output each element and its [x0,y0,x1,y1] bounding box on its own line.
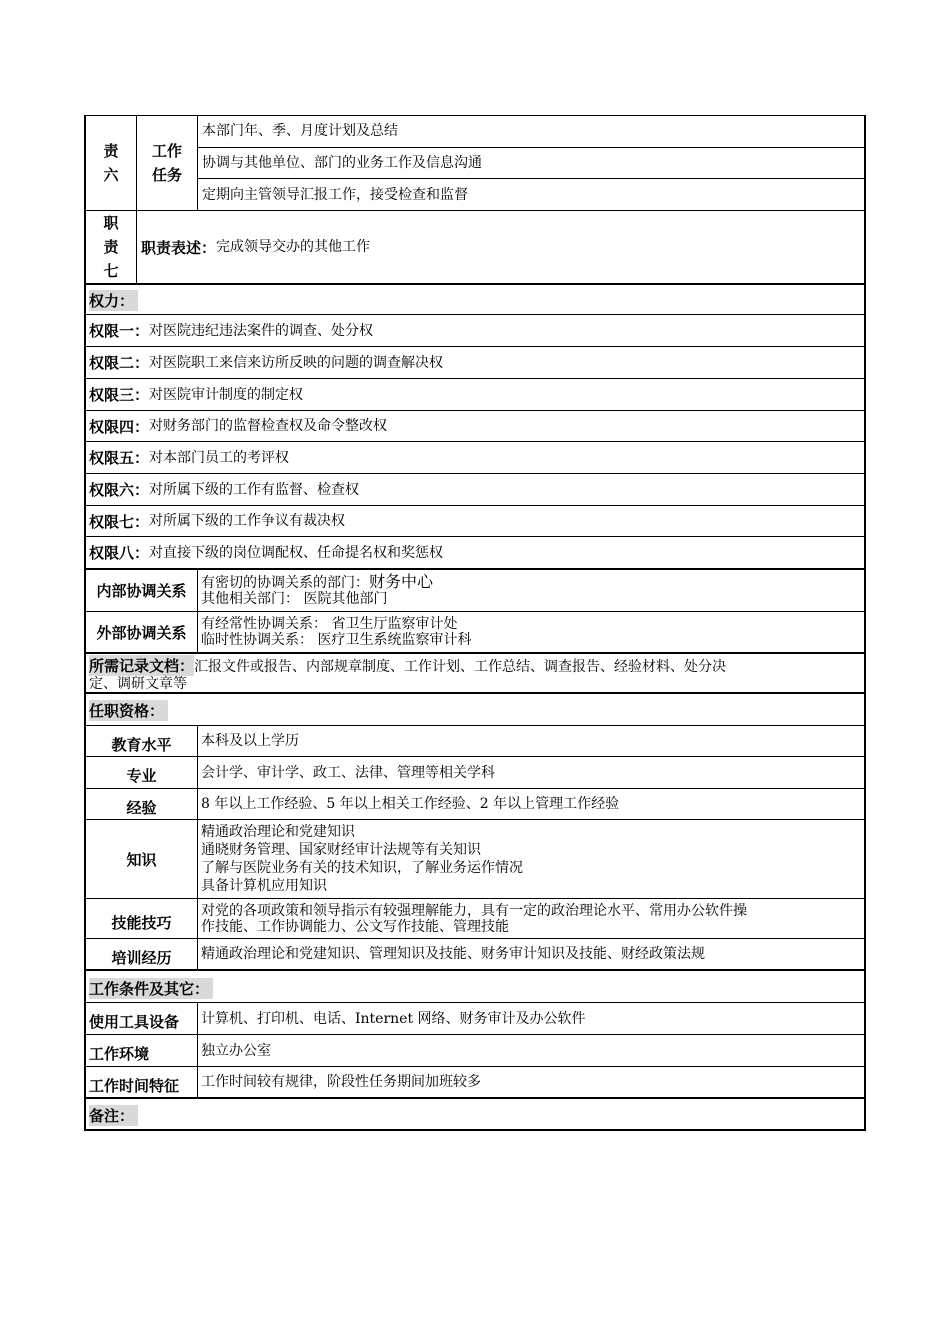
duty6-task-1: 本部门年、季、月度计划及总结 [198,116,864,148]
knowledge-row [84,820,866,899]
qualification-header-row [84,694,866,726]
internal-coordination-row [84,570,866,612]
records-text-2: 定、调研文章等 [89,675,187,692]
duty7-desc-text: 完成领导交办的其他工作 [216,239,371,255]
power-item-6 [84,474,866,506]
power-item-label: 权限八： [89,544,150,562]
records-label: 所需记录文档： [89,656,195,675]
duty6-task-3: 定期向主管领导汇报工作，接受检查和监督 [202,186,468,203]
power-item-label: 权限七： [89,512,150,531]
power-item-text: 对直接下级的岗位调配权、任命提名权和奖惩权 [149,544,444,561]
conditions-header-row [84,971,866,1003]
power-item-4 [84,411,866,442]
environment-row [84,1035,866,1067]
external-line1: 有经常性协调关系： 省卫生厅监察审计处 [201,616,458,632]
external-coordination-label: 外部协调关系 [96,623,187,642]
duty6-label: 责 六 [103,142,119,184]
duty6-row [84,115,866,211]
power-item-label: 权限二： [89,354,150,372]
remarks-row [84,1099,866,1131]
tools-value: 计算机、打印机、电话、Internet 网络、财务审计及办公软件 [197,1003,864,1034]
conditions-header: 工作条件及其它： [89,978,213,999]
power-item-text: 对医院违纪违法案件的调查、处分权 [149,322,374,339]
records-text-1: 汇报文件或报告、内部规章制度、工作计划、工作总结、调查报告、经验材料、处分决 [194,658,727,675]
skills-text-2: 作技能、工作协调能力、公文写作技能、管理技能 [201,918,509,935]
skills-value [197,899,864,938]
duty6-task-list [197,116,864,210]
environment-value: 独立办公室 [197,1035,864,1066]
major-label: 专业 [126,767,157,785]
power-item-text: 对财务部门的监督检查权及命令整改权 [149,418,388,434]
power-item-label: 权限四： [89,417,150,436]
power-item-label: 权限三： [89,386,150,404]
education-row [84,726,866,757]
power-item-label: 权限一： [89,322,150,340]
internal-line1-label: 有密切的协调关系的部门： [201,575,369,591]
knowledge-item: 通晓财务管理、国家财经审计法规等有关知识 [201,842,481,858]
power-item-text: 对医院职工来信来访所反映的问题的调查解决权 [149,354,444,371]
experience-label: 经验 [126,798,157,817]
power-item-label: 权限五： [89,449,150,467]
knowledge-label: 知识 [126,850,157,869]
power-item-text: 对所属下级的工作有监督、检查权 [149,481,360,498]
skills-label: 技能技巧 [111,914,172,932]
internal-coordination-content [197,570,864,611]
duty7-label: 职 责 七 [103,214,119,280]
environment-label: 工作环境 [89,1045,150,1063]
skills-row [84,899,866,939]
work-time-row [84,1067,866,1099]
duty7-description [136,211,864,283]
power-item-text: 对所属下级的工作争议有裁决权 [149,513,346,529]
training-row [84,939,866,971]
experience-value: 8 年以上工作经验、5 年以上相关工作经验、2 年以上管理工作经验 [197,789,864,819]
remarks-header: 备注： [89,1105,138,1126]
power-item-5 [84,442,866,474]
power-header: 权力： [89,290,138,311]
knowledge-item: 了解与医院业务有关的技术知识，了解业务运作情况 [201,860,523,876]
duty6-task-label: 工作 任务 [136,116,197,210]
power-header-row [84,285,866,315]
training-label: 培训经历 [111,948,172,967]
major-value: 会计学、审计学、政工、法律、管理等相关学科 [197,757,864,788]
power-item-3 [84,379,866,411]
knowledge-item: 精通政治理论和党建知识 [201,824,355,840]
duty7-desc-label: 职责表述： [141,238,217,257]
skills-text-1: 对党的各项政策和领导指示有较强理解能力，具有一定的政治理论水平、常用办公软件操 [201,902,747,919]
internal-line1-dept: 财务中心 [369,572,434,591]
qualification-header: 任职资格： [89,700,168,721]
power-item-2 [84,347,866,379]
education-value: 本科及以上学历 [197,726,864,756]
internal-coordination-label: 内部协调关系 [96,582,187,600]
power-item-1 [84,315,866,347]
tools-row [84,1003,866,1035]
experience-row [84,789,866,820]
duty7-row [84,211,866,285]
external-coordination-row [84,612,866,654]
tools-label: 使用工具设备 [89,1013,180,1031]
power-item-8 [84,537,866,570]
job-description-table [84,115,866,1131]
duty6-task-2: 协调与其他单位、部门的业务工作及信息沟通 [198,148,864,180]
work-time-value: 工作时间较有规律，阶段性任务期间加班较多 [197,1067,864,1097]
power-item-7 [84,506,866,537]
knowledge-list [197,820,864,898]
power-item-label: 权限六： [89,481,150,499]
training-value: 精通政治理论和党建知识、管理知识及技能、财务审计知识及技能、财经政策法规 [197,939,864,969]
external-line2: 临时性协调关系： 医疗卫生系统监察审计科 [201,632,472,648]
education-label: 教育水平 [111,735,172,754]
external-coordination-content [197,612,864,652]
records-row [84,654,866,694]
power-item-text: 对医院审计制度的制定权 [149,386,304,403]
work-time-label: 工作时间特征 [89,1076,180,1095]
major-row [84,757,866,789]
power-item-text: 对本部门员工的考评权 [149,449,290,466]
internal-line2: 其他相关部门： 医院其他部门 [201,591,388,607]
knowledge-item: 具备计算机应用知识 [201,878,327,894]
records-content [86,654,864,692]
